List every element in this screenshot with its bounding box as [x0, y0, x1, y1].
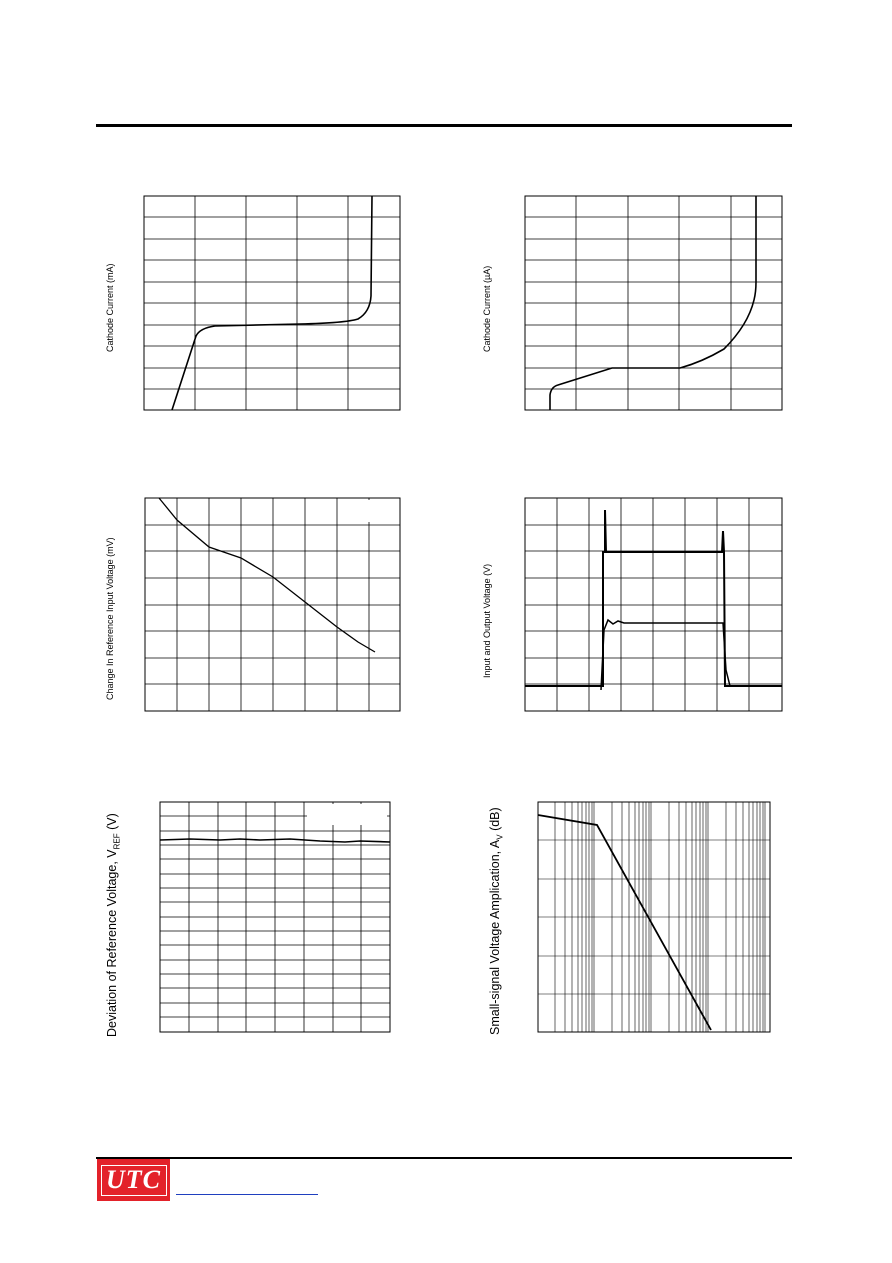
chart3 — [145, 498, 400, 711]
chart3-ylabel: Change In Reference Input Voltage (mV) — [105, 537, 115, 700]
chart4-legend-box — [527, 500, 555, 520]
chart4-ylabel: Input and Output Voltage (V) — [482, 563, 492, 678]
chart2-legend-box — [527, 200, 574, 215]
chart4 — [525, 498, 782, 711]
chart6 — [538, 802, 770, 1032]
chart5-ylabel: Deviation of Reference Voltage, $V_{REF}$ (V) — [105, 813, 122, 1037]
website-link[interactable] — [176, 1194, 318, 1195]
chart1 — [144, 196, 400, 410]
chart1-legend-box — [146, 200, 192, 215]
chart2 — [525, 196, 782, 410]
chart3-legend-box — [339, 500, 397, 522]
chart1-ylabel: Cathode Current (mA) — [105, 263, 115, 352]
chart2-ylabel: Cathode Current (µA) — [482, 265, 492, 352]
chart4-frame — [525, 498, 782, 711]
chart2-annotation-box — [712, 287, 730, 301]
chart3-frame — [145, 498, 400, 711]
chart5-legend-box — [307, 804, 387, 825]
chart6-ylabel: Small-signal Voltage Amplication, $A_V$ (dB) — [488, 807, 505, 1035]
utc-logo — [97, 1159, 170, 1201]
utc-logo-text: UTC — [106, 1165, 161, 1194]
chart5 — [160, 802, 390, 1032]
